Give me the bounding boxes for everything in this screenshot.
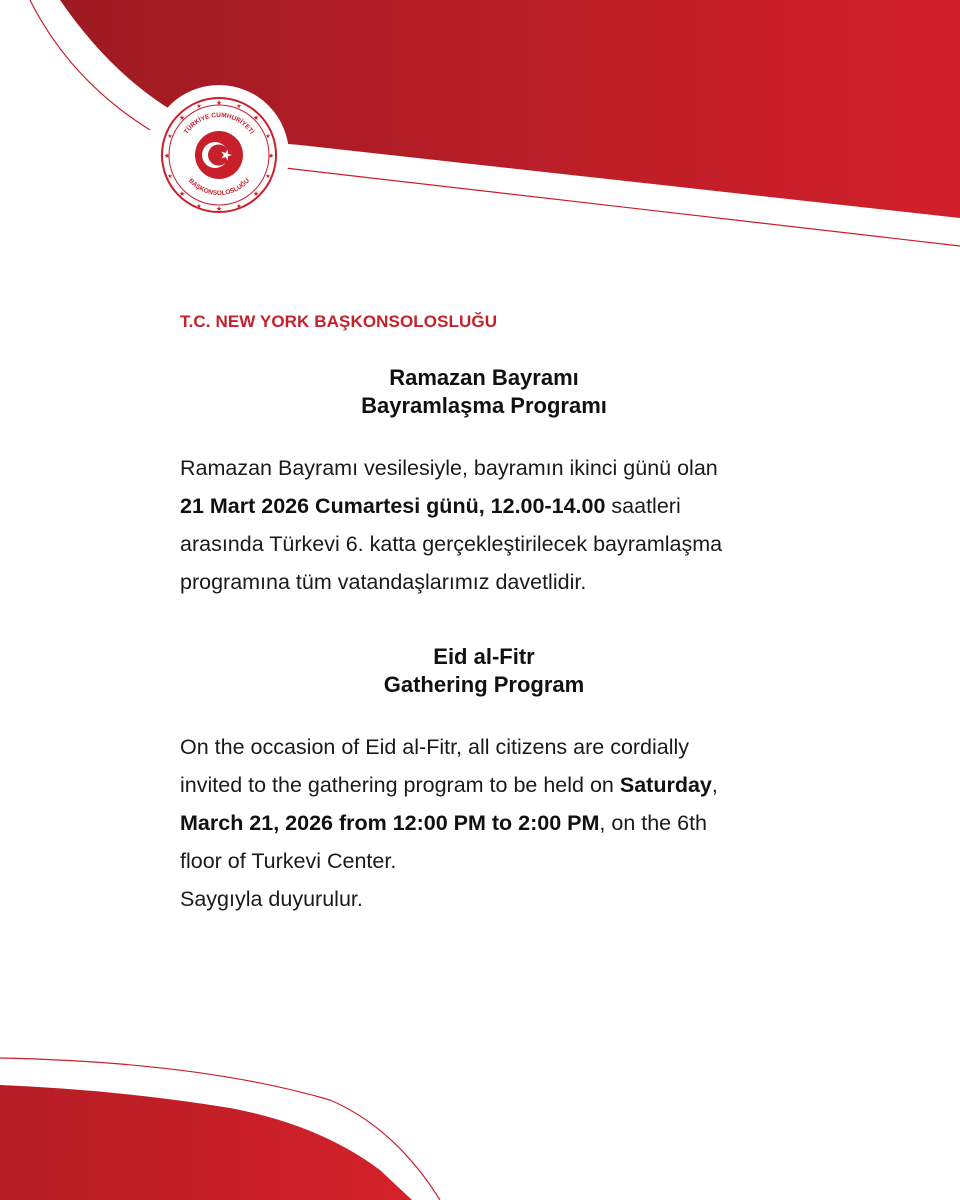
english-line2 [180,766,820,804]
seal-bottom-text: BAŞKONSOLOSLUĞU [186,177,252,198]
svg-text:★: ★ [265,133,271,140]
svg-text:★: ★ [265,173,271,180]
closing-line: Saygıyla duyurulur. [180,887,363,911]
turkish-paragraph [180,449,820,601]
svg-text:★: ★ [252,190,260,198]
english-paragraph [180,728,820,918]
turkish-line2 [180,487,820,525]
svg-text:★: ★ [267,152,275,160]
turkish-title-line2: Bayramlaşma Programı [361,393,607,418]
turkish-title-line1: Ramazan Bayramı [389,365,579,390]
seal-top-text: TÜRKİYE CUMHURİYETİ [182,111,256,136]
consulate-name-header: T.C. NEW YORK BAŞKONSOLOSLUĞU [180,312,498,331]
english-line4: floor of Turkevi Center. [180,849,397,873]
svg-text:★: ★ [167,133,173,140]
svg-text:★: ★ [196,103,202,110]
english-line2-pre: invited to the gathering program to be held on [180,773,620,797]
turkish-line4: programına tüm vatandaşlarımız davetlidir. [180,570,587,594]
svg-text:★: ★ [236,103,242,110]
english-line2-post: , [711,773,718,797]
english-line3-post: , on the 6th [599,811,708,835]
svg-text:★: ★ [215,99,223,107]
turkish-line3: arasında Türkevi 6. katta gerçekleştirilecek bayramlaşma [180,532,723,556]
svg-text:★: ★ [178,190,186,198]
svg-text:★: ★ [215,205,223,213]
consulate-seal-logo [159,95,279,215]
english-date-time: March 21, 2026 from 12:00 PM to 2:00 PM [180,811,600,835]
turkish-line2-rest: saatleri [605,494,681,518]
english-line1: On the occasion of Eid al-Fitr, all citizens are cordially [180,735,690,759]
english-day: Saturday [619,773,712,797]
bottom-red-banner [0,1085,412,1200]
turkish-line1: Ramazan Bayramı vesilesiyle, bayramın ikinci günü olan [180,456,718,480]
english-title-line2: Gathering Program [383,672,585,697]
turkish-date-time: 21 Mart 2026 Cumartesi günü, 12.00-14.00 [180,494,606,518]
svg-text:★: ★ [236,203,242,210]
english-line3 [180,804,820,842]
svg-text:★: ★ [252,114,260,122]
english-title-line1: Eid al-Fitr [433,644,535,669]
svg-text:★: ★ [167,173,173,180]
svg-text:★: ★ [196,203,202,210]
svg-text:★: ★ [178,114,186,122]
english-title [0,643,960,699]
svg-text:★: ★ [163,152,171,160]
turkish-title [0,364,960,420]
